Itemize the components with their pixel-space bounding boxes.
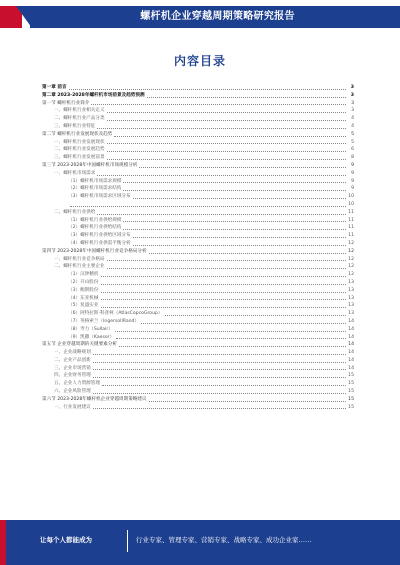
toc-entry[interactable] <box>42 295 354 303</box>
toc-entry-page: 9 <box>351 170 354 176</box>
toc-entry-page: 11 <box>348 225 354 231</box>
toc-entry[interactable] <box>42 146 354 154</box>
toc-leader-dots <box>165 315 346 316</box>
toc-entry-page: 15 <box>348 396 354 402</box>
report-title: 螺杆机企业穿越周期策略研究报告 <box>140 11 295 22</box>
toc-entry-page: 14 <box>348 334 354 340</box>
toc-leader-dots <box>149 253 346 254</box>
toc-entry-page: 14 <box>348 342 354 348</box>
toc-leader-dots <box>93 377 346 378</box>
toc-entry[interactable] <box>42 224 354 232</box>
toc-leader-dots <box>123 182 346 183</box>
toc-leader-dots <box>93 369 346 370</box>
toc-entry-label: 六、企业风险管理 <box>54 389 91 395</box>
toc-leader-dots <box>93 362 346 363</box>
toc-entry-label: 三、螺杆机行业特征 <box>54 123 96 129</box>
toc-entry[interactable] <box>42 107 354 115</box>
toc-entry-label: 二、螺杆机行业主要企业 <box>54 264 105 270</box>
toc-entry-page: 12 <box>348 256 354 262</box>
toc-entry-page: 8 <box>351 155 354 161</box>
toc-entry-page: 5 <box>351 131 354 137</box>
toc-leader-dots <box>141 323 346 324</box>
footer-slogan-right: 行业专家、管理专家、营销专家、战略专家、成功企业家…… <box>136 536 312 544</box>
toc-entry[interactable] <box>42 240 354 248</box>
toc-entry[interactable] <box>42 162 354 170</box>
toc-leader-dots <box>101 299 347 300</box>
report-header <box>0 0 400 32</box>
toc-entry[interactable] <box>42 365 354 373</box>
footer-red-accent <box>0 520 6 565</box>
toc-entry-page: 15 <box>348 404 354 410</box>
toc-entry[interactable] <box>42 92 354 100</box>
toc-entry-label: （2）开山股份 <box>68 279 99 285</box>
toc-leader-dots <box>93 354 346 355</box>
toc-entry[interactable] <box>42 217 354 225</box>
toc-entry-page: 12 <box>348 248 354 254</box>
toc-entry-label: （1）螺杆机行业供给规模 <box>68 217 122 223</box>
toc-leader-dots <box>107 260 346 261</box>
toc-entry[interactable] <box>42 201 354 209</box>
toc-entry[interactable] <box>42 271 354 279</box>
toc-leader-dots <box>107 268 346 269</box>
toc-entry[interactable] <box>42 115 354 123</box>
toc-entry-label: （2）螺杆机市场需求结构 <box>68 186 122 192</box>
toc-entry-label: 二、螺杆机行业供给 <box>54 209 96 215</box>
toc-leader-dots <box>107 120 346 121</box>
toc-leader-dots <box>133 245 346 246</box>
toc-entry-label: 一、螺杆机行业发展现状 <box>54 139 105 145</box>
toc-entry[interactable] <box>42 256 354 264</box>
toc-leader-dots <box>123 229 346 230</box>
toc-entry-page: 14 <box>348 350 354 356</box>
toc-leader-dots <box>101 292 347 293</box>
toc-entry-label: （3）鲍斯股份 <box>68 287 99 293</box>
footer-divider <box>127 530 128 552</box>
toc-entry-page: 6 <box>351 147 354 153</box>
toc-entry-page: 12 <box>348 264 354 270</box>
toc-entry[interactable] <box>42 404 354 412</box>
toc-entry[interactable] <box>42 178 354 186</box>
toc-entry-page: 9 <box>351 178 354 184</box>
toc-leader-dots <box>116 338 346 339</box>
toc-entry-label: （3）螺杆机行业供给区域分布 <box>68 233 131 239</box>
toc-leader-dots <box>107 143 346 144</box>
toc-leader-dots <box>102 385 346 386</box>
toc-entry-page: 11 <box>348 233 354 239</box>
toc-entry[interactable] <box>42 341 354 349</box>
toc-entry-label: 五、企业人力资源管理 <box>54 381 100 387</box>
toc-entry-page: 9 <box>351 162 354 168</box>
toc-entry-page: 15 <box>348 381 354 387</box>
toc-leader-dots <box>149 401 346 402</box>
toc-entry[interactable] <box>42 131 354 139</box>
toc-leader-dots <box>97 128 346 129</box>
toc-leader-dots <box>97 214 346 215</box>
toc-leader-dots <box>107 159 346 160</box>
toc-entry-page: 5 <box>351 139 354 145</box>
toc-entry-page: 4 <box>351 123 354 129</box>
toc-leader-dots <box>107 112 346 113</box>
toc-entry-label: 三、螺杆机行业发展前景 <box>54 155 105 161</box>
toc-entry[interactable] <box>42 326 354 334</box>
toc-entry-page: 13 <box>348 279 354 285</box>
toc-entry[interactable] <box>42 209 354 217</box>
toc-entry[interactable] <box>42 248 354 256</box>
toc-entry-label: 一、企业战略规划 <box>54 350 91 356</box>
toc-leader-dots <box>69 89 346 90</box>
toc-entry-page: 3 <box>351 100 354 106</box>
toc-leader-dots <box>114 136 346 137</box>
toc-entry[interactable] <box>42 232 354 240</box>
toc-entry-page: 15 <box>348 389 354 395</box>
toc-entry-label: （4）东亚机械 <box>68 295 99 301</box>
toc-entry-page: 4 <box>351 116 354 122</box>
toc-leader-dots <box>107 151 346 152</box>
toc-entry-page: 3 <box>350 92 354 98</box>
toc-entry-page: 14 <box>348 365 354 371</box>
toc-entry-page: 3 <box>351 108 354 114</box>
toc-leader-dots <box>93 393 346 394</box>
toc-entry-page: 14 <box>348 318 354 324</box>
toc-entry-label: 第三节 2023-2028年中国螺杆机市场规模分析 <box>42 162 138 168</box>
toc-entry-label: 第二章 2023-2028年螺杆机市场前景及趋势预测 <box>42 92 145 98</box>
toc-entry[interactable] <box>42 334 354 342</box>
toc-heading: 内容目录 <box>173 54 226 68</box>
toc-entry[interactable] <box>42 263 354 271</box>
toc-entry-label: （1）汉钟精机 <box>68 272 99 278</box>
toc-entry-label: （5）复盛实业 <box>68 303 99 309</box>
toc-entry-page: 13 <box>348 303 354 309</box>
toc-entry-label: 一、螺杆机行业竞争格局 <box>54 256 105 262</box>
toc-entry-page: 13 <box>348 295 354 301</box>
toc-leader-dots <box>133 198 346 199</box>
toc-entry-label: 四、企业财务管理 <box>54 373 91 379</box>
header-slash-shape <box>16 6 32 28</box>
toc-entry[interactable] <box>42 154 354 162</box>
toc-leader-dots <box>91 104 346 105</box>
toc-entry[interactable] <box>42 185 354 193</box>
toc-entry-label: 一、行业发展建议 <box>54 404 91 410</box>
toc-entry-label: （7）英格索兰（IngersollRand） <box>68 318 140 324</box>
toc-entry[interactable] <box>42 372 354 380</box>
toc-entry-label: 第五节 企业穿越周期的关键要素分析 <box>42 342 117 348</box>
toc-entry-label: 第六节 2023-2028年螺杆机企业穿越周期策略建议 <box>42 396 147 402</box>
footer-slogan-left: 让每个人都能成为 <box>40 536 92 544</box>
toc-entry-label: （6）阿特拉斯·科普柯（AtlasCopcoGroup） <box>68 311 163 317</box>
toc-entry-label: 第二节 螺杆机行业发展现状及趋势 <box>42 131 113 137</box>
toc-entry[interactable] <box>42 349 354 357</box>
toc-leader-dots <box>93 408 346 409</box>
toc-leader-dots <box>115 331 346 332</box>
toc-entry-label: （2）螺杆机行业供给结构 <box>68 225 122 231</box>
toc-entry-label: （1）螺杆机市场需求规模 <box>68 178 122 184</box>
toc-leader-dots <box>123 221 346 222</box>
toc-entry[interactable] <box>42 84 354 92</box>
toc-entry-page: 12 <box>348 272 354 278</box>
toc-leader-dots <box>123 190 346 191</box>
toc-entry-page: 14 <box>348 357 354 363</box>
toc-entry-label: （3）螺杆机市场需求区域分布 <box>68 194 131 200</box>
toc-leader-dots <box>101 276 347 277</box>
toc-entry[interactable] <box>42 302 354 310</box>
toc-entry[interactable] <box>42 100 354 108</box>
toc-entry-page: 15 <box>348 373 354 379</box>
toc-entry-page: 9 <box>351 186 354 192</box>
toc-entry-label: 二、螺杆机行业产品分类 <box>54 116 105 122</box>
toc-entry[interactable] <box>42 318 354 326</box>
toc-entry-label: 第一章 前言 <box>42 85 67 90</box>
toc-leader-dots <box>147 97 346 98</box>
toc-entry[interactable] <box>42 287 354 295</box>
toc-entry[interactable] <box>42 123 354 131</box>
toc-entry-page: 13 <box>348 287 354 293</box>
toc-entry-page: 11 <box>348 217 354 223</box>
toc-entry[interactable] <box>42 357 354 365</box>
toc-entry-label: 二、企业产品创新 <box>54 357 91 363</box>
toc-entry-page: 11 <box>348 209 354 215</box>
toc-entry-label: 第四节 2023-2028年中国螺杆机行业竞争格局分析 <box>42 248 147 254</box>
toc-leader-dots <box>97 175 346 176</box>
toc-entry-label: （9）凯撒（Kaeser） <box>68 334 115 340</box>
toc-entry[interactable] <box>42 139 354 147</box>
toc-entry-page: 3 <box>350 85 354 90</box>
toc-leader-dots <box>101 284 347 285</box>
toc-entry-label: 第一节 螺杆机行业简介 <box>42 100 90 106</box>
toc-entry-page: 10 <box>348 194 354 200</box>
toc-entry-label: 一、螺杆机市场需求 <box>54 170 96 176</box>
toc-entry-page: 14 <box>348 326 354 332</box>
toc-entry-label: 二、螺杆机行业发展趋势 <box>54 147 105 153</box>
toc-entry-page: 13 <box>348 311 354 317</box>
toc-entry[interactable] <box>42 388 354 396</box>
table-of-contents <box>42 84 354 411</box>
toc-entry[interactable] <box>42 310 354 318</box>
toc-entry-label: （4）螺杆机行业供需平衡分析 <box>68 240 131 246</box>
toc-leader-dots <box>133 237 346 238</box>
toc-entry-label: 一、螺杆机行业相关定义 <box>54 108 105 114</box>
toc-entry-page: 12 <box>348 240 354 246</box>
toc-leader-dots <box>119 346 346 347</box>
toc-leader-dots <box>139 167 346 168</box>
toc-entry-page: 10 <box>348 201 354 207</box>
toc-leader-dots <box>70 206 346 207</box>
toc-entry[interactable] <box>42 279 354 287</box>
toc-entry[interactable] <box>42 396 354 404</box>
toc-leader-dots <box>101 307 347 308</box>
toc-entry[interactable] <box>42 170 354 178</box>
toc-entry-label: 三、企业市场营销 <box>54 365 91 371</box>
toc-entry[interactable] <box>42 193 354 201</box>
toc-entry[interactable] <box>42 380 354 388</box>
toc-entry-label: （8）寿力（Sullair） <box>68 326 113 332</box>
